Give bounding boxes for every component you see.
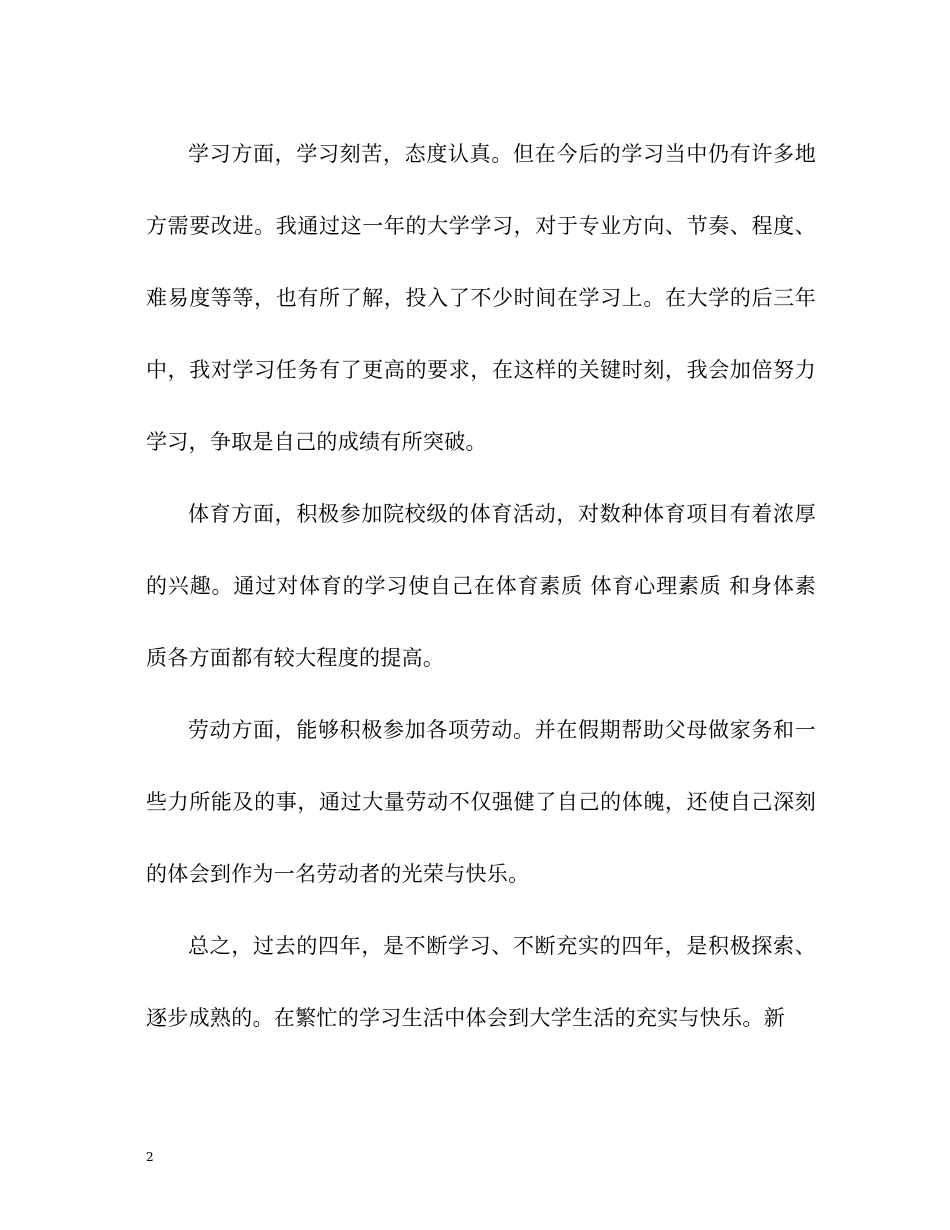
page-number: 2	[146, 1150, 154, 1164]
paragraph-study: 学习方面，学习刻苦，态度认真。但在今后的学习当中仍有许多地方需要改进。我通过这一年的大学学习，对于专业方向、节奏、程度、难易度等等，也有所了解，投入了不少时间在学习上。在大学的后三年中，我对学习任务有了更高的要求，在这样的关键时刻，我会加倍努力学习，争取是自己的成绩有所突破。	[146, 142, 816, 454]
paragraph-summary: 总之，过去的四年，是不断学习、不断充实的四年，是积极探索、逐步成熟的。在繁忙的学习生活中体会到大学生活的充实与快乐。新	[146, 934, 816, 1030]
paragraph-sports: 体育方面，积极参加院校级的体育活动，对数种体育项目有着浓厚的兴趣。通过对体育的学习使自己在体育素质 体育心理素质 和身体素质各方面都有较大程度的提高。	[146, 502, 816, 670]
body-text	[146, 118, 816, 1054]
paragraph-labor: 劳动方面，能够积极参加各项劳动。并在假期帮助父母做家务和一些力所能及的事，通过大量劳动不仅强健了自己的体魄，还使自己深刻的体会到作为一名劳动者的光荣与快乐。	[146, 718, 816, 886]
